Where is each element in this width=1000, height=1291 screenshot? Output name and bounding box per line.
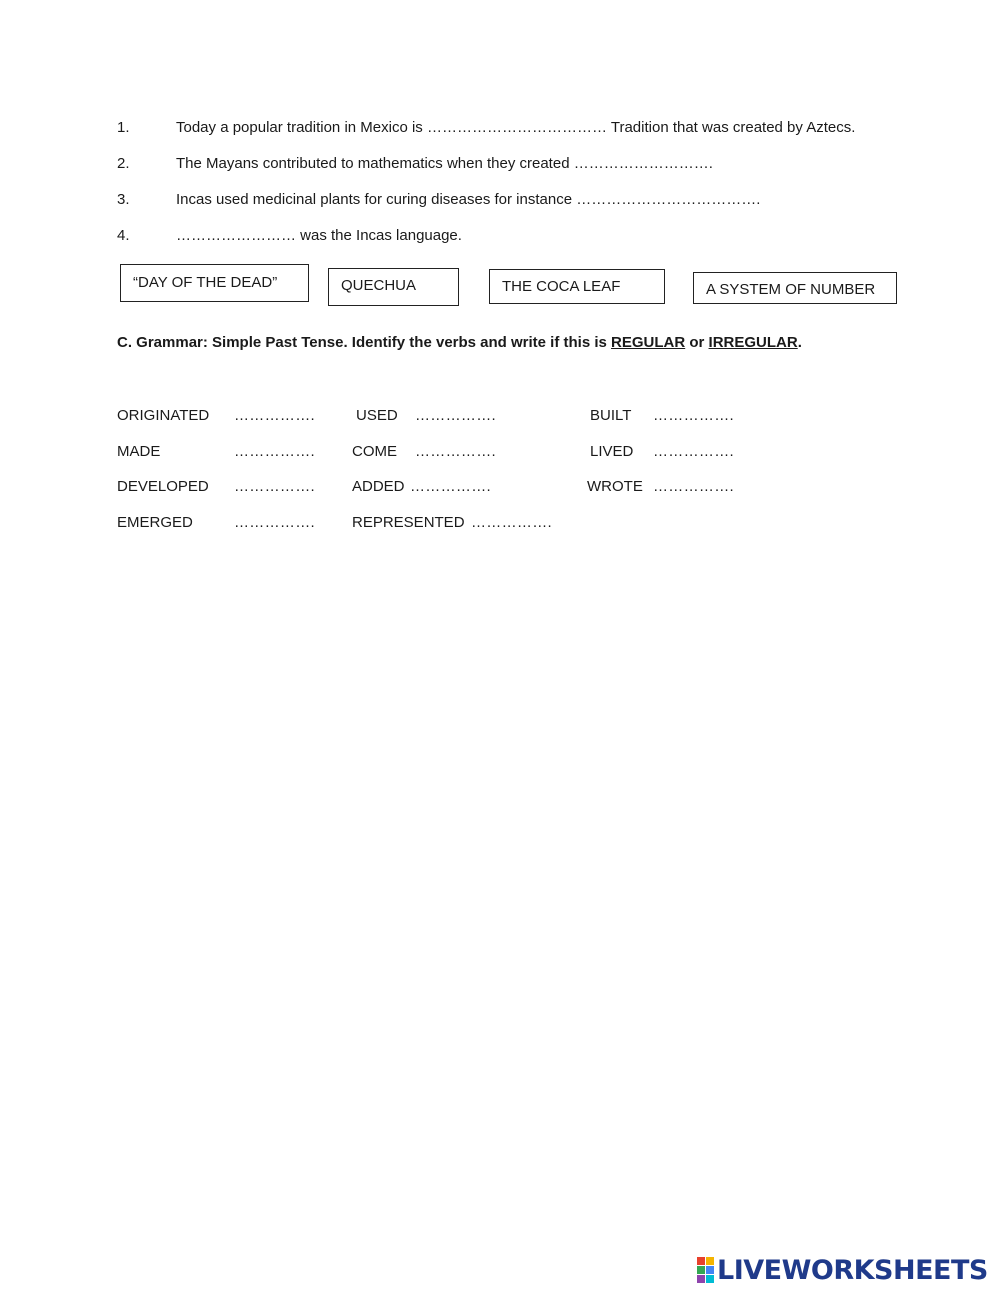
- grammar-period: .: [797, 334, 802, 351]
- verb-label: DEVELOPED: [117, 478, 209, 495]
- question-number: 4.: [117, 227, 130, 244]
- verb-label: MADE: [117, 443, 161, 460]
- answer-blank[interactable]: …………….: [234, 407, 315, 424]
- irregular-keyword: IRREGULAR: [708, 334, 798, 351]
- answer-blank[interactable]: …………….: [415, 443, 496, 460]
- grammar-heading: [117, 334, 802, 351]
- liveworksheets-logo[interactable]: [697, 1256, 988, 1284]
- word-bank-item[interactable]: [693, 272, 897, 304]
- answer-blank[interactable]: …………….: [234, 478, 315, 495]
- verb-label: LIVED: [590, 443, 634, 460]
- answer-blank[interactable]: …………….: [653, 407, 734, 424]
- logo-tile: [697, 1275, 705, 1283]
- question-number: 3.: [117, 191, 130, 208]
- logo-tile: [697, 1257, 705, 1265]
- verb-label: EMERGED: [117, 514, 193, 531]
- verb-label: WROTE: [587, 478, 643, 495]
- word-bank-item[interactable]: [489, 269, 665, 304]
- answer-blank[interactable]: …………….: [653, 443, 734, 460]
- question-number: 2.: [117, 155, 130, 172]
- question-text: Today a popular tradition in Mexico is ……………………………… Tradition that was created by Aztecs.: [176, 119, 856, 136]
- grammar-heading-text: C. Grammar: Simple Past Tense. Identify the verbs and write if this is: [117, 334, 612, 351]
- answer-blank[interactable]: …………….: [234, 443, 315, 460]
- question-text: Incas used medicinal plants for curing diseases for instance ……………………………….: [176, 191, 761, 208]
- question-text: The Mayans contributed to mathematics when they created ……………………….: [176, 155, 713, 172]
- word-bank-item[interactable]: [120, 264, 309, 302]
- verb-label: ADDED: [352, 478, 405, 495]
- regular-keyword: REGULAR: [611, 334, 686, 351]
- logo-tile: [706, 1266, 714, 1274]
- answer-blank[interactable]: …………….: [234, 514, 315, 531]
- verb-label: ORIGINATED: [117, 407, 210, 424]
- word-bank-label: THE COCA LEAF: [502, 278, 621, 295]
- question-text: …………………… was the Incas language.: [176, 227, 462, 244]
- verb-label: USED: [356, 407, 398, 424]
- word-bank-label: “DAY OF THE DEAD”: [133, 274, 278, 291]
- logo-tile: [706, 1275, 714, 1283]
- word-bank-item[interactable]: [328, 268, 459, 306]
- verb-label: REPRESENTED: [352, 514, 465, 531]
- answer-blank[interactable]: …………….: [415, 407, 496, 424]
- logo-tile: [706, 1257, 714, 1265]
- word-bank-label: A SYSTEM OF NUMBER: [706, 281, 876, 298]
- logo-tile: [697, 1266, 705, 1274]
- question-number: 1.: [117, 119, 130, 136]
- brand-name: LIVEWORKSHEETS: [717, 1254, 988, 1286]
- answer-blank[interactable]: …………….: [410, 478, 491, 495]
- answer-blank[interactable]: …………….: [653, 478, 734, 495]
- grammar-or: or: [685, 334, 709, 351]
- word-bank-label: QUECHUA: [341, 277, 417, 294]
- verb-label: BUILT: [590, 407, 632, 424]
- verb-label: COME: [352, 443, 397, 460]
- liveworksheets-logo-icon: [697, 1257, 714, 1283]
- answer-blank[interactable]: …………….: [471, 514, 552, 531]
